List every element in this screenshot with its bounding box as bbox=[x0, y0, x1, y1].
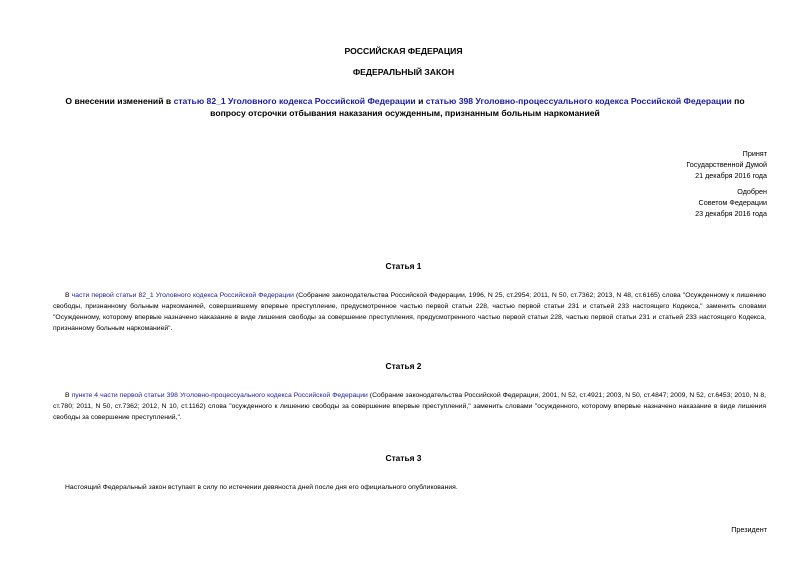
article-1-heading: Статья 1 bbox=[385, 261, 422, 271]
law-title-text: и bbox=[415, 96, 426, 106]
council-approval-block bbox=[607, 186, 767, 219]
approval-label: Одобрен bbox=[737, 187, 767, 196]
approval-body: Советом Федерации bbox=[698, 198, 767, 207]
article-text: В bbox=[65, 292, 72, 299]
criminal-procedure-code-article-link[interactable]: статью 398 Уголовно-процессуального кодекса Российской Федерации bbox=[425, 96, 732, 106]
approval-date: 23 декабря 2016 года bbox=[695, 209, 767, 218]
adoption-body: Государственной Думой bbox=[686, 160, 767, 169]
law-type-heading: ФЕДЕРАЛЬНЫЙ ЗАКОН bbox=[352, 67, 455, 77]
article-1-text bbox=[53, 290, 766, 334]
federation-heading: РОССИЙСКАЯ ФЕДЕРАЦИЯ bbox=[344, 46, 463, 56]
article-3-text bbox=[53, 482, 766, 493]
law-title bbox=[50, 95, 760, 119]
president-signature: Президент bbox=[731, 525, 767, 534]
duma-adoption-block bbox=[607, 148, 767, 181]
adoption-date: 21 декабря 2016 года bbox=[695, 171, 767, 180]
article-2-heading: Статья 2 bbox=[385, 361, 422, 371]
article-text: (Собрание законодательства Российской Федерации, 1996, N 25, ст.2954; 2011, N 50, ст.7362; 2013, N 48, ст.6165) слова "Осужденному к лишению свободы, признанному больным наркоманией, совершившему впервые преступление, предусмотренное частью первой статьи 228, частью первой статьи 231 и статьей 233 настоящего Кодекса," заменить словами "Осужденному, которому впервые назначено наказание в виде лишения свободы за совершение преступления, предусмотренного частью первой статьи 228, частью первой статьи 231 и статьей 233 настоящего Кодекса, признанному больным наркоманией". bbox=[53, 292, 766, 332]
article-1-reference-link[interactable]: части первой статьи 82_1 Уголовного кодекса Российской Федерации bbox=[71, 292, 294, 299]
article-text: В bbox=[65, 392, 72, 399]
article-3-heading: Статья 3 bbox=[385, 453, 422, 463]
article-text: Настоящий Федеральный закон вступает в силу по истечении девяноста дней после дня его официального опубликования. bbox=[65, 484, 458, 491]
adoption-label: Принят bbox=[742, 149, 767, 158]
law-title-text: О внесении изменений в bbox=[65, 96, 174, 106]
article-2-reference-link[interactable]: пункте 4 части первой статьи 398 Уголовно-процессуального кодекса Российской Федерации bbox=[71, 392, 368, 399]
article-2-text bbox=[53, 390, 766, 423]
law-title-text: по вопросу отсрочки отбывания наказания осужденным, признанным больным наркоманией bbox=[210, 96, 745, 118]
criminal-code-article-link[interactable]: статью 82_1 Уголовного кодекса Российской Федерации bbox=[173, 96, 416, 106]
article-text: (Собрание законодательства Российской Федерации, 2001, N 52, ст.4921; 2003, N 50, ст.4847; 2009, N 52, ст.6453; 2010, N 8, ст.780; 2011, N 50, ст.7362; 2012, N 10, ст.1162) слова "осужденного к лишению свободы за совершение впервые преступлений," заменить словами "осужденного, которому впервые назначено наказание в виде лишения свободы за совершение преступлений,". bbox=[53, 392, 767, 421]
